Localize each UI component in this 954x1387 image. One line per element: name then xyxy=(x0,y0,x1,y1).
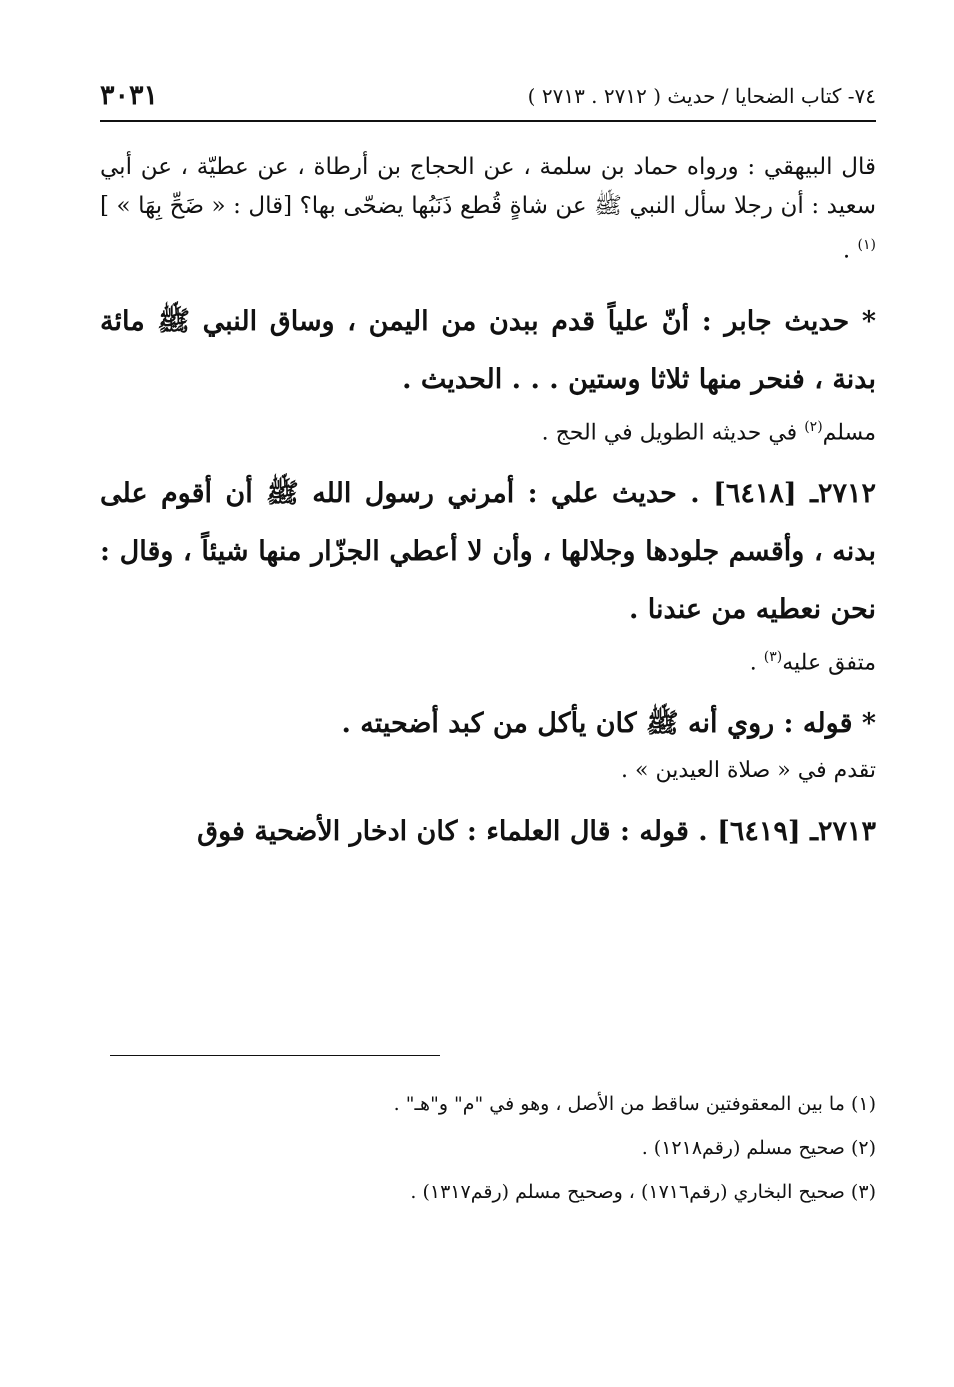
paragraph-text: . xyxy=(842,237,858,264)
hadith-2713: ٢٧١٣ـ [٦٤١٩] . قوله : قال العلماء : كان ادخار الأضحية فوق xyxy=(197,816,876,848)
header-rule xyxy=(100,120,876,122)
footnote-ref: (٢) xyxy=(804,418,823,435)
paragraph-bayhaqi xyxy=(100,148,876,271)
page-header xyxy=(100,80,876,120)
footnote-2: (٢) صحيح مسلم (رقم١٢١٨) . xyxy=(641,1137,876,1159)
footnote-ref: (١) xyxy=(857,237,876,253)
footnote-3: (٣) صحيح البخاري (رقم١٧١٦) ، وصحيح مسلم (رقم١٣١٧) . xyxy=(410,1181,876,1203)
footnote-rule xyxy=(110,1055,440,1056)
source-text: . xyxy=(749,650,764,676)
source-muttafaq xyxy=(100,639,876,681)
source-text: متفق عليه xyxy=(782,650,876,676)
footnote-1: (١) ما بين المعقوفتين ساقط من الأصل ، وهو في "م" و"هـ" . xyxy=(393,1093,876,1115)
footnotes xyxy=(100,1082,876,1214)
running-title: ٧٤- كتاب الضحايا / حديث ( ٢٧١٢ . ٢٧١٣ ) xyxy=(527,84,876,108)
qawluh-kabid: * قوله : روي أنه ﷺ كان يأكل من كبد أضحيته . xyxy=(341,708,876,740)
source-eid: تقدم في « صلاة العيدين » . xyxy=(621,758,876,784)
source-text: في حديثه الطويل في الحج . xyxy=(541,419,805,445)
paragraph-text: قال البيهقي : ورواه حماد بن سلمة ، عن الحجاج بن أرطاة ، عن عطيّة ، عن أبي سعيد : أن رجلا سأل النبي ﷺ عن شاةٍ قُطع ذَنَبُها يضحّى بها؟ [قال : « ضَحِّ بِهَا » ] xyxy=(100,154,876,219)
page-body xyxy=(100,148,876,861)
source-muslim xyxy=(100,409,876,451)
hadith-jabir: * حديث جابر : أنّ علياً قدم ببدن من اليمن ، وساق النبي ﷺ مائة بدنة ، فنحر منها ثلاثا وستين . . . الحديث . xyxy=(100,305,876,395)
footnote-ref: (٣) xyxy=(763,648,783,665)
hadith-2712: ٢٧١٢ـ [٦٤١٨] . حديث علي : أمرني رسول الله ﷺ أن أقوم على بدنه ، وأقسم جلودها وجلالها ، وأن لا أعطي الجزّار منها شيئاً ، وقال : نحن نعطيه من عندنا . xyxy=(100,477,876,625)
page-number: ٣٠٣١ xyxy=(100,80,159,111)
source-text: مسلم xyxy=(822,419,876,445)
